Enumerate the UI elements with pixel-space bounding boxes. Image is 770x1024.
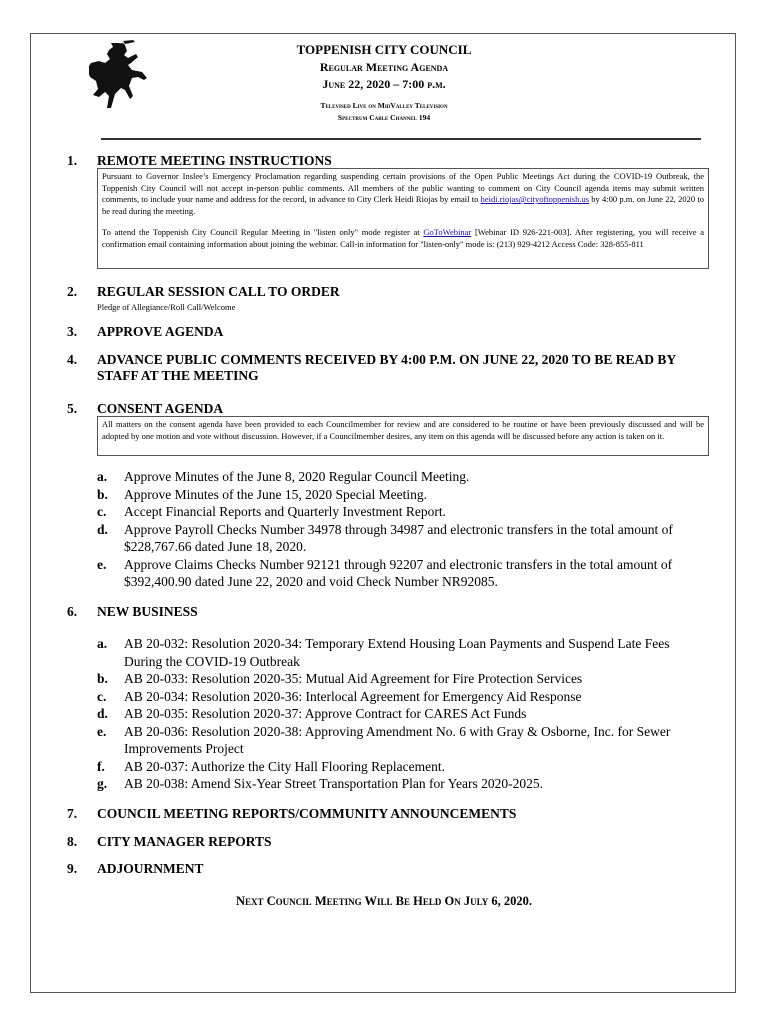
section-title: REGULAR SESSION CALL TO ORDER [97,284,340,299]
council-title: TOPPENISH CITY COUNCIL [296,42,472,57]
item-text: AB 20-036: Resolution 2020-38: Approving Amendment No. 6 with Gray & Osborne, Inc. for Sewer Improvements Project [124,723,671,756]
section-title: ADJOURNMENT [97,861,204,876]
meeting-date: June 22, 2020 – 7:00 p.m. [322,77,446,91]
list-item [97,705,709,723]
section-number: 2. [67,284,78,299]
list-item [97,775,709,793]
item-letter: d. [97,521,108,537]
remote-instructions-box [97,168,709,269]
item-text: AB 20-038: Amend Six-Year Street Transportation Plan for Years 2020-2025. [124,776,543,791]
section-title: APPROVE AGENDA [97,324,224,339]
item-text: Approve Minutes of the June 8, 2020 Regular Council Meeting. [124,469,470,484]
comment-instructions: Pursuant to Governor Inslee’s Emergency Proclamation regarding suspending certain provisions of the Open Public Meetings Act during the COVID-19 Outbreak, the Toppenish City Council will not accept in-person public comments. All members of the public wanting to comment on City Council agenda items may submit written comments, to include your name and address for the record, in advance to City Clerk Heidi Riojas by email to heidi.riojas@cityoftoppenish.us by 4:00 p.m. on June 22, 2020 to be read during the meeting. [102,171,705,216]
item-letter: a. [97,636,108,651]
section-number: 8. [67,834,78,849]
section-title: COUNCIL MEETING REPORTS/COMMUNITY ANNOUNCEMENTS [97,806,517,821]
section-title: ADVANCE PUBLIC COMMENTS RECEIVED BY 4:00 P.M. ON JUNE 22, 2020 TO BE READ BY STAFF AT THE MEETING [97,352,676,383]
agenda-page [30,33,736,993]
list-item [97,503,709,521]
section-number: 9. [67,861,78,876]
item-letter: f. [97,758,105,774]
section-number: 5. [67,401,78,416]
call-to-order-note: Pledge of Allegiance/Roll Call/Welcome [97,302,236,312]
section-title: NEW BUSINESS [97,604,198,619]
section-number: 6. [67,604,78,619]
next-meeting-note: Next Council Meeting Will Be Held On July 6, 2020. [236,894,532,908]
item-text: Accept Financial Reports and Quarterly Investment Report. [124,504,447,519]
item-letter: b. [97,486,108,502]
list-item [97,723,709,758]
list-item [97,486,709,504]
item-letter: b. [97,671,108,686]
list-item [97,635,709,670]
item-letter: c. [97,688,107,704]
header-divider [101,138,701,140]
list-item [97,688,709,706]
clerk-email-link[interactable]: heidi.riojas@cityoftoppenish.us [480,194,590,204]
list-item [97,758,709,776]
item-text: Approve Claims Checks Number 92121 through 92207 and electronic transfers in the total amount of $392,400.90 dated June 22, 2020 and void Check Number NR92085. [124,556,673,589]
item-text: Approve Minutes of the June 15, 2020 Special Meeting. [124,486,427,502]
list-item [97,670,709,688]
consent-items-list [97,468,709,591]
item-text: AB 20-037: Authorize the City Hall Flooring Replacement. [124,758,445,774]
item-text: AB 20-032: Resolution 2020-34: Temporary Extend Housing Loan Payments and Suspend Late Fees During the COVID-19 Outbreak [124,636,670,669]
section-number: 3. [67,324,78,339]
list-item [97,521,709,556]
item-letter: d. [97,706,108,721]
list-item [97,468,709,486]
section-number: 4. [67,352,78,367]
item-text: AB 20-035: Resolution 2020-37: Approve Contract for CARES Act Funds [124,706,527,721]
section-title: REMOTE MEETING INSTRUCTIONS [97,153,332,168]
televised-note: Televised Live on MidValley Television [320,101,448,110]
item-text: AB 20-034: Resolution 2020-36: Interlocal Agreement for Emergency Aid Response [124,688,582,704]
gotowebinar-link[interactable]: GoToWebinar [423,227,472,237]
item-text: Approve Payroll Checks Number 34978 through 34987 and electronic transfers in the total amount of $228,767.66 dated June 18, 2020. [124,521,673,554]
section-number: 7. [67,806,78,821]
new-business-list [97,635,709,793]
item-text: AB 20-033: Resolution 2020-35: Mutual Aid Agreement for Fire Protection Services [124,671,583,686]
item-letter: g. [97,776,108,791]
item-letter: a. [97,469,108,484]
section-title: CONSENT AGENDA [97,401,224,416]
list-item [97,556,709,591]
listen-instructions: To attend the Toppenish City Council Regular Meeting in "listen only" mode register at GoToWebinar [Webinar ID 926-221-003]. After registering, you will receive a confirmation email containing information about joining the webinar. Call-in information for "listen-only" mode is: (213) 929-4212 Access Code: 328-855-811 [102,227,705,249]
item-letter: e. [97,556,107,572]
consent-agenda-box: All matters on the consent agenda have been provided to each Councilmember for review and are considered to be routine or have been previously discussed and will be adopted by one motion and vote without discussion. However, if a Councilmember desires, any item on this agenda will be discussed before any action is taken on it. [97,416,709,456]
item-letter: e. [97,723,107,739]
agenda-subtitle: Regular Meeting Agenda [319,60,449,74]
section-number: 1. [67,153,78,168]
section-title: CITY MANAGER REPORTS [97,834,272,849]
item-letter: c. [97,504,107,519]
cable-channel-note: Spectrum Cable Channel 194 [337,113,431,122]
